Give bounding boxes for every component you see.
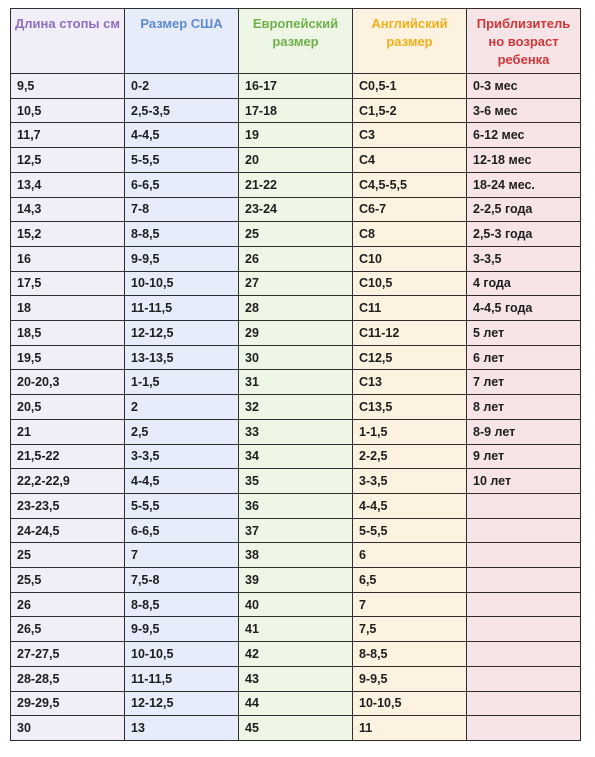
cell-european-size: 28 — [239, 296, 353, 321]
cell-us-size: 8-8,5 — [125, 222, 239, 247]
cell-english-size: 4-4,5 — [353, 493, 467, 518]
table-row — [11, 296, 581, 321]
table-row — [11, 345, 581, 370]
cell-english-size: C11-12 — [353, 321, 467, 346]
table-row — [11, 444, 581, 469]
cell-european-size: 16-17 — [239, 74, 353, 99]
cell-foot-length: 26 — [11, 592, 125, 617]
table-row — [11, 271, 581, 296]
cell-european-size: 26 — [239, 246, 353, 271]
cell-us-size: 13-13,5 — [125, 345, 239, 370]
cell-child-age: 18-24 мес. — [467, 172, 581, 197]
cell-english-size: C4 — [353, 148, 467, 173]
table-row — [11, 123, 581, 148]
cell-child-age: 7 лет — [467, 370, 581, 395]
table-row — [11, 716, 581, 741]
cell-english-size: 8-8,5 — [353, 642, 467, 667]
cell-european-size: 25 — [239, 222, 353, 247]
table-row — [11, 419, 581, 444]
table-row — [11, 617, 581, 642]
cell-foot-length: 12,5 — [11, 148, 125, 173]
table-header-row — [11, 9, 581, 74]
cell-us-size: 11-11,5 — [125, 296, 239, 321]
cell-foot-length: 18 — [11, 296, 125, 321]
table-row — [11, 370, 581, 395]
cell-child-age — [467, 518, 581, 543]
cell-english-size: C12,5 — [353, 345, 467, 370]
cell-english-size: C3 — [353, 123, 467, 148]
table-row — [11, 321, 581, 346]
cell-us-size: 5-5,5 — [125, 493, 239, 518]
cell-english-size: 2-2,5 — [353, 444, 467, 469]
cell-foot-length: 15,2 — [11, 222, 125, 247]
cell-european-size: 33 — [239, 419, 353, 444]
cell-english-size: 6 — [353, 543, 467, 568]
table-row — [11, 518, 581, 543]
cell-english-size: C4,5-5,5 — [353, 172, 467, 197]
table-row — [11, 74, 581, 99]
cell-european-size: 19 — [239, 123, 353, 148]
cell-child-age — [467, 543, 581, 568]
cell-child-age — [467, 691, 581, 716]
cell-european-size: 41 — [239, 617, 353, 642]
cell-us-size: 5-5,5 — [125, 148, 239, 173]
cell-english-size: 6,5 — [353, 568, 467, 593]
cell-foot-length: 28-28,5 — [11, 666, 125, 691]
cell-child-age: 6 лет — [467, 345, 581, 370]
table-body — [11, 74, 581, 741]
cell-us-size: 6-6,5 — [125, 172, 239, 197]
cell-child-age — [467, 592, 581, 617]
cell-foot-length: 18,5 — [11, 321, 125, 346]
cell-us-size: 9-9,5 — [125, 246, 239, 271]
cell-foot-length: 22,2-22,9 — [11, 469, 125, 494]
cell-child-age: 2-2,5 года — [467, 197, 581, 222]
cell-english-size: 9-9,5 — [353, 666, 467, 691]
cell-english-size: C13 — [353, 370, 467, 395]
cell-us-size: 2 — [125, 395, 239, 420]
cell-english-size: 10-10,5 — [353, 691, 467, 716]
cell-us-size: 11-11,5 — [125, 666, 239, 691]
cell-child-age: 3-3,5 — [467, 246, 581, 271]
cell-foot-length: 30 — [11, 716, 125, 741]
cell-us-size: 10-10,5 — [125, 271, 239, 296]
header-approx-child-age: Приблизитель но возраст ребенка — [467, 9, 581, 74]
cell-us-size: 4-4,5 — [125, 469, 239, 494]
cell-us-size: 12-12,5 — [125, 321, 239, 346]
cell-european-size: 30 — [239, 345, 353, 370]
cell-foot-length: 24-24,5 — [11, 518, 125, 543]
cell-english-size: C13,5 — [353, 395, 467, 420]
table-row — [11, 592, 581, 617]
table-row — [11, 642, 581, 667]
cell-english-size: C0,5-1 — [353, 74, 467, 99]
cell-english-size: C6-7 — [353, 197, 467, 222]
cell-english-size: 5-5,5 — [353, 518, 467, 543]
cell-european-size: 36 — [239, 493, 353, 518]
cell-european-size: 44 — [239, 691, 353, 716]
cell-us-size: 12-12,5 — [125, 691, 239, 716]
cell-us-size: 6-6,5 — [125, 518, 239, 543]
cell-child-age: 4-4,5 года — [467, 296, 581, 321]
cell-child-age: 6-12 мес — [467, 123, 581, 148]
cell-foot-length: 16 — [11, 246, 125, 271]
cell-european-size: 17-18 — [239, 98, 353, 123]
cell-us-size: 9-9,5 — [125, 617, 239, 642]
cell-english-size: C10 — [353, 246, 467, 271]
table-row — [11, 493, 581, 518]
cell-us-size: 1-1,5 — [125, 370, 239, 395]
cell-european-size: 34 — [239, 444, 353, 469]
cell-english-size: C8 — [353, 222, 467, 247]
header-foot-length: Длина стопы см — [11, 9, 125, 74]
cell-english-size: 11 — [353, 716, 467, 741]
cell-european-size: 37 — [239, 518, 353, 543]
cell-us-size: 0-2 — [125, 74, 239, 99]
cell-child-age: 10 лет — [467, 469, 581, 494]
cell-english-size: C1,5-2 — [353, 98, 467, 123]
table-row — [11, 395, 581, 420]
size-chart-table — [10, 8, 581, 741]
cell-foot-length: 11,7 — [11, 123, 125, 148]
table-row — [11, 222, 581, 247]
cell-us-size: 2,5 — [125, 419, 239, 444]
header-us-size: Размер США — [125, 9, 239, 74]
cell-foot-length: 13,4 — [11, 172, 125, 197]
cell-child-age: 9 лет — [467, 444, 581, 469]
cell-us-size: 7-8 — [125, 197, 239, 222]
table-row — [11, 98, 581, 123]
table-row — [11, 246, 581, 271]
cell-child-age — [467, 493, 581, 518]
cell-us-size: 7,5-8 — [125, 568, 239, 593]
cell-foot-length: 25,5 — [11, 568, 125, 593]
cell-foot-length: 20,5 — [11, 395, 125, 420]
cell-us-size: 3-3,5 — [125, 444, 239, 469]
cell-european-size: 35 — [239, 469, 353, 494]
cell-european-size: 20 — [239, 148, 353, 173]
cell-us-size: 13 — [125, 716, 239, 741]
cell-foot-length: 19,5 — [11, 345, 125, 370]
cell-european-size: 38 — [239, 543, 353, 568]
cell-english-size: C11 — [353, 296, 467, 321]
table-row — [11, 568, 581, 593]
cell-child-age — [467, 716, 581, 741]
cell-foot-length: 17,5 — [11, 271, 125, 296]
cell-child-age: 2,5-3 года — [467, 222, 581, 247]
cell-child-age — [467, 568, 581, 593]
table-row — [11, 469, 581, 494]
cell-foot-length: 25 — [11, 543, 125, 568]
cell-child-age — [467, 617, 581, 642]
cell-foot-length: 26,5 — [11, 617, 125, 642]
cell-foot-length: 20-20,3 — [11, 370, 125, 395]
cell-foot-length: 21 — [11, 419, 125, 444]
cell-child-age: 3-6 мес — [467, 98, 581, 123]
table-row — [11, 666, 581, 691]
cell-english-size: C10,5 — [353, 271, 467, 296]
cell-european-size: 43 — [239, 666, 353, 691]
cell-english-size: 1-1,5 — [353, 419, 467, 444]
cell-child-age: 5 лет — [467, 321, 581, 346]
cell-european-size: 29 — [239, 321, 353, 346]
cell-child-age: 0-3 мес — [467, 74, 581, 99]
header-english-size: Английский размер — [353, 9, 467, 74]
cell-european-size: 42 — [239, 642, 353, 667]
cell-us-size: 10-10,5 — [125, 642, 239, 667]
table-row — [11, 197, 581, 222]
cell-foot-length: 9,5 — [11, 74, 125, 99]
cell-foot-length: 27-27,5 — [11, 642, 125, 667]
cell-child-age: 12-18 мес — [467, 148, 581, 173]
cell-european-size: 45 — [239, 716, 353, 741]
cell-us-size: 7 — [125, 543, 239, 568]
table-row — [11, 172, 581, 197]
cell-european-size: 31 — [239, 370, 353, 395]
cell-european-size: 27 — [239, 271, 353, 296]
cell-foot-length: 21,5-22 — [11, 444, 125, 469]
cell-child-age: 8-9 лет — [467, 419, 581, 444]
cell-english-size: 7 — [353, 592, 467, 617]
cell-english-size: 7,5 — [353, 617, 467, 642]
table-row — [11, 148, 581, 173]
cell-foot-length: 23-23,5 — [11, 493, 125, 518]
cell-child-age — [467, 642, 581, 667]
cell-european-size: 39 — [239, 568, 353, 593]
cell-foot-length: 10,5 — [11, 98, 125, 123]
cell-us-size: 4-4,5 — [125, 123, 239, 148]
cell-foot-length: 14,3 — [11, 197, 125, 222]
cell-european-size: 21-22 — [239, 172, 353, 197]
cell-child-age — [467, 666, 581, 691]
header-european-size: Европейский размер — [239, 9, 353, 74]
cell-child-age: 8 лет — [467, 395, 581, 420]
cell-european-size: 32 — [239, 395, 353, 420]
cell-european-size: 23-24 — [239, 197, 353, 222]
cell-us-size: 2,5-3,5 — [125, 98, 239, 123]
cell-us-size: 8-8,5 — [125, 592, 239, 617]
cell-english-size: 3-3,5 — [353, 469, 467, 494]
cell-foot-length: 29-29,5 — [11, 691, 125, 716]
table-row — [11, 543, 581, 568]
cell-european-size: 40 — [239, 592, 353, 617]
table-row — [11, 691, 581, 716]
cell-child-age: 4 года — [467, 271, 581, 296]
